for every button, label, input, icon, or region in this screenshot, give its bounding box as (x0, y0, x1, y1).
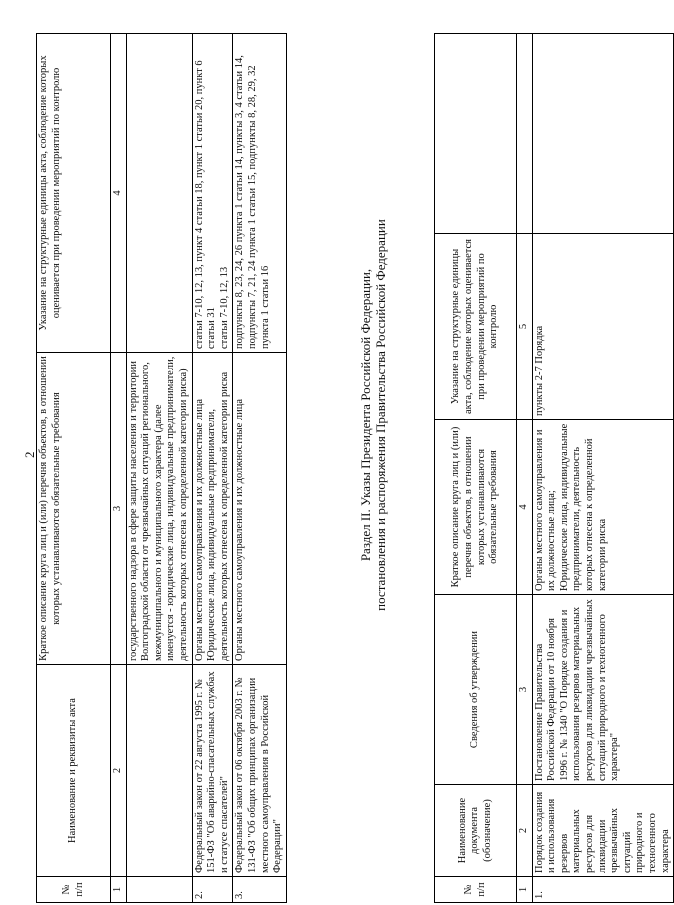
header-units: Указание на структурные единицы акта, соблюдение которых оценивается при проведении мероприятий по контролю (37, 34, 111, 353)
empty-cell (517, 34, 533, 234)
header-approval: Сведения об утверждении (435, 595, 517, 785)
row-units: подпункты 8, 23, 24, 26 пункта 1 статьи 14, пункты 3, 4 статьи 14, подпункты 7, 21, 24 пункта 1 статьи 15, подпункты 8, 28, 29, 32 пункта 1 статьи 16 (233, 34, 286, 353)
row-num: 3. (233, 877, 286, 903)
row-units: статьи 7-10, 12, 13, пункт 4 статьи 18, пункт 1 статьи 20, пункт 6 статьи 31 статьи 7-10, 12, 13 (192, 34, 233, 353)
row-act-name: Федеральный закон от 22 августа 1995 г. № 151-ФЗ "Об аварийно-спасательных службах и статусе спасателей" (192, 665, 233, 877)
row-num: 2. (192, 877, 233, 903)
col-number: 1 (111, 877, 127, 903)
empty-column (435, 34, 517, 234)
col-number: 4 (111, 34, 127, 353)
table-number-row (111, 34, 127, 903)
row-act-name: Федеральный закон от 06 октября 2003 г. № 131-ФЗ "Об общих принципах организации местного самоуправления в Российской Федерации" (233, 665, 286, 877)
header-act-name: Наименование и реквизиты акта (37, 665, 111, 877)
row-description: государственного надзора в сфере защиты населения и территории Волгоградской области от чрезвычайных ситуаций регионального, межмуниципального и муниципального характера (далее именуется - юридические лица, индивидуальные предприниматели, деятельность которых отнесена к определенной категории риска) (126, 353, 192, 665)
section-title-line2: постановления и распоряжения Правительства Российской Федерации (373, 219, 388, 611)
row-description: Органы местного самоуправления и их должностные лица (233, 353, 286, 665)
col-number: 2 (517, 785, 533, 877)
decrees-table (434, 33, 674, 903)
col-number: 3 (517, 595, 533, 785)
row-num: 1. (532, 877, 674, 903)
header-description: Краткое описание круга лиц и (или) перечня объектов, в отношении которых устанавливаются обязательные требования (37, 353, 111, 665)
header-doc-name: Наименование документа (обозначение) (435, 785, 517, 877)
col-number: 3 (111, 353, 127, 665)
empty-cell (532, 34, 674, 234)
acts-table (36, 33, 287, 903)
col-number: 5 (517, 234, 533, 420)
row-doc-name: Порядок создания и использования резервов материальных ресурсов для ликвидации чрезвычайных ситуаций природного и техногенного характера (532, 785, 674, 877)
header-num: № п/п (37, 877, 111, 903)
table-row (126, 34, 192, 903)
table-row (233, 34, 286, 903)
row-act-name (126, 665, 192, 877)
section-title-line1: Раздел II. Указы Президента Российской Федерации, (358, 268, 373, 562)
table-row (532, 34, 674, 903)
page-number: 2 (22, 451, 37, 458)
col-number: 1 (517, 877, 533, 903)
header-description: Краткое описание круга лиц и (или) перечня объектов, в отношении которых устанавливаются обязательные требования (435, 420, 517, 595)
row-approval: Постановление Правительства Российской Федерации от 10 ноября 1996 г. № 1340 "О Порядке создания и использования резервов материальных ресурсов для ликвидации чрезвычайных ситуаций природного и техногенного характера" (532, 595, 674, 785)
table-row (192, 34, 233, 903)
col-number: 4 (517, 420, 533, 595)
col-number: 2 (111, 665, 127, 877)
row-units: пункты 2-7 Порядка (532, 234, 674, 420)
table-header-row (37, 34, 111, 903)
header-units: Указание на структурные единицы акта, соблюдение которых оценивается при проведении мероприятий по контролю (435, 234, 517, 420)
section-title (358, 105, 388, 725)
row-description: Органы местного самоуправления и их должностные лица; Юридические лица, индивидуальные предприниматели, деятельность которых отнесена к определенной категории риска (532, 420, 674, 595)
table-header-row (435, 34, 517, 903)
row-units (126, 34, 192, 353)
header-num: № п/п (435, 877, 517, 903)
row-num (126, 877, 192, 903)
row-description: Органы местного самоуправления и их должностные лица Юридические лица, индивидуальные предприниматели, деятельность которых отнесена к определенной категории риска (192, 353, 233, 665)
table-number-row (517, 34, 533, 903)
